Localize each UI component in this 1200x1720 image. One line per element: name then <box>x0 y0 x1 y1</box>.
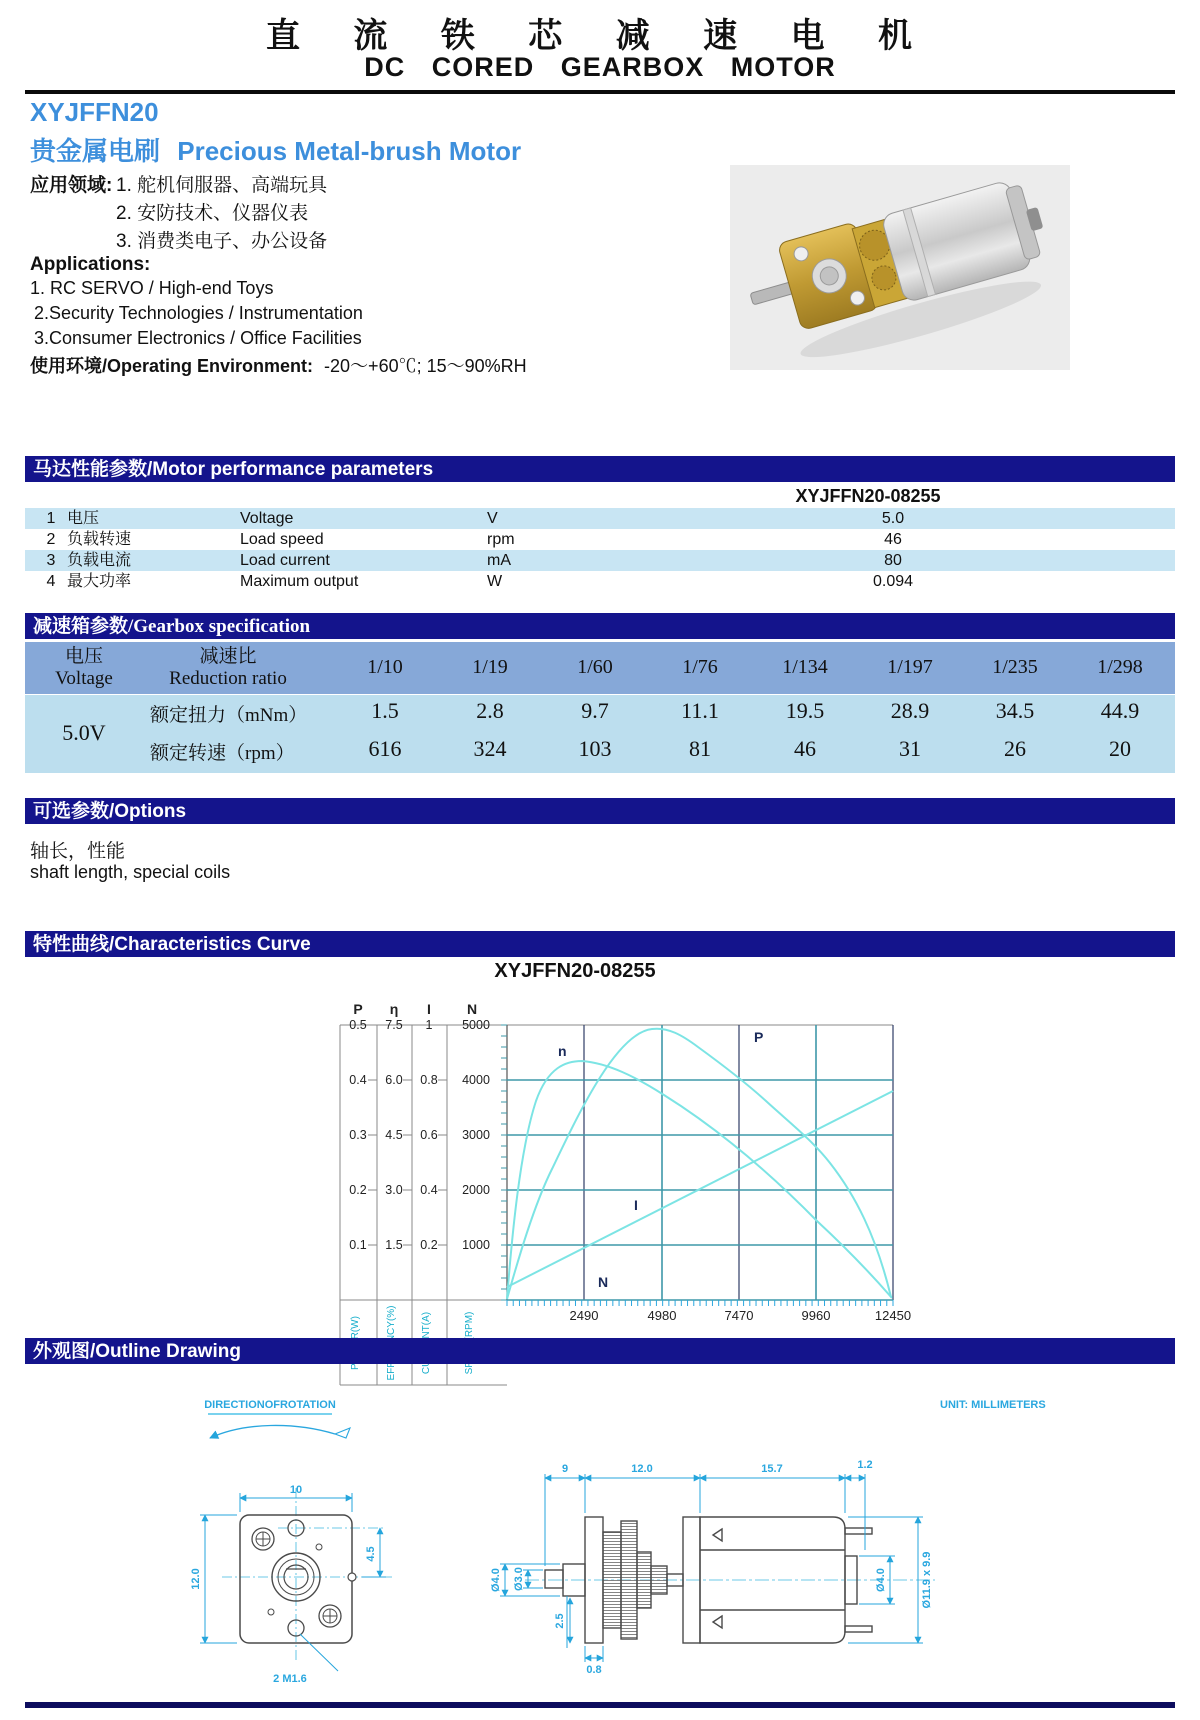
torque-value: 2.8 <box>476 698 504 723</box>
speed-value: 616 <box>368 736 402 761</box>
gearbox-voltage-value: 5.0V <box>62 720 106 745</box>
param-unit: W <box>487 573 503 590</box>
ratio-en: Reduction ratio <box>169 668 287 689</box>
terminal-pin-top <box>845 1528 872 1534</box>
param-unit: V <box>487 510 498 527</box>
applications-label-en: Applications: <box>30 254 151 275</box>
label-I: I <box>634 1197 638 1213</box>
param-cn: 负载电流 <box>67 552 132 569</box>
param-value: 0.094 <box>872 573 914 590</box>
speed-value: 81 <box>689 736 711 761</box>
table-row <box>25 571 1175 592</box>
options-line-cn: 轴长，性能 <box>30 841 126 862</box>
dim-gear-len: 12.0 <box>631 1463 653 1475</box>
i-tick: 1 <box>425 1018 433 1032</box>
front-dim-labels <box>190 1484 377 1685</box>
table-row <box>25 508 1175 529</box>
voltage-cn: 电压 <box>64 646 103 667</box>
i-tick: 0.4 <box>420 1183 438 1197</box>
rotation-label: DIRECTIONOFROTATION <box>204 1399 336 1411</box>
model-name: XYJFFN20 <box>30 97 159 127</box>
vent-mark-bottom <box>713 1616 722 1628</box>
p-tick: 0.2 <box>349 1183 367 1197</box>
ratio-cn: 减速比 <box>199 646 257 667</box>
torque-label: 额定扭力（mNm） <box>150 705 308 726</box>
p-tick: 0.4 <box>349 1073 367 1087</box>
table-row <box>25 529 1175 550</box>
x-tick: 7470 <box>724 1308 754 1323</box>
param-value: 5.0 <box>881 510 905 527</box>
dim-motor-len: 15.7 <box>761 1463 783 1475</box>
applications-label-cn: 应用领域: <box>30 175 113 196</box>
x-tick: 12450 <box>874 1308 912 1323</box>
speed-value: 31 <box>899 736 921 761</box>
dim-boss-dia: Ø4.0 <box>875 1568 887 1592</box>
p-tick: 0.5 <box>349 1018 367 1032</box>
ratio-col: 1/60 <box>577 656 613 678</box>
gear-1 <box>603 1532 621 1628</box>
gearbox-ratio-header <box>138 646 318 690</box>
screw-top-left <box>252 1528 274 1550</box>
row-num: 3 <box>46 552 56 569</box>
gearbox-voltage-header <box>34 646 134 690</box>
operating-environment-value: -20～+60℃; 15～90%RH <box>324 356 527 376</box>
n-tick: 3000 <box>462 1128 490 1142</box>
plot-grid <box>507 1025 893 1300</box>
model-subtitle-en: Precious Metal-brush Motor <box>177 136 522 166</box>
torque-value: 28.9 <box>890 698 930 723</box>
param-en: Load speed <box>240 531 324 548</box>
vent-mark-top <box>713 1529 722 1541</box>
label-n: n <box>558 1043 567 1059</box>
options-line-en: shaft length, special coils <box>30 862 231 882</box>
param-cn: 最大功率 <box>67 573 132 590</box>
gear-3 <box>637 1552 651 1608</box>
n-tick: 2000 <box>462 1183 490 1197</box>
unit-note: UNIT: MILLIMETERS <box>940 1399 1046 1411</box>
terminal-pin-bottom <box>845 1626 872 1632</box>
torque-value: 11.1 <box>681 698 719 723</box>
p-tick: 0.3 <box>349 1128 367 1142</box>
speed-value: 26 <box>1004 736 1026 761</box>
page-title-cn: 直 流 铁 芯 减 速 电 机 <box>265 17 935 55</box>
bottom-rule <box>25 1702 1175 1708</box>
chart-title: XYJFFN20-08255 <box>494 960 656 982</box>
front-view <box>190 1484 392 1685</box>
speed-value: 324 <box>473 736 507 761</box>
dim-plate-gap: 0.8 <box>586 1664 602 1676</box>
torque-value: 34.5 <box>995 698 1035 723</box>
dim-tip-dia: Ø3.0 <box>513 1567 525 1591</box>
label-P: P <box>754 1029 764 1045</box>
dim-shaft-len: 9 <box>561 1463 569 1475</box>
x-tick: 9960 <box>801 1308 831 1323</box>
screw-bottom-right <box>319 1605 341 1627</box>
application-cn-item: 3. 消费类电子、办公设备 <box>116 231 328 252</box>
model-subtitle <box>30 131 521 168</box>
speed-value: 20 <box>1109 736 1131 761</box>
x-axis-minor-ticks <box>507 1300 893 1306</box>
ratio-col: 1/19 <box>472 656 508 678</box>
n-tick: 5000 <box>462 1018 490 1032</box>
dim-shaft-dia: Ø4.0 <box>490 1568 502 1592</box>
i-tick: 0.8 <box>420 1073 438 1087</box>
front-dimensions <box>200 1493 386 1671</box>
pin-hole <box>316 1544 322 1550</box>
row-num: 1 <box>46 510 56 527</box>
n-tick: 1000 <box>462 1238 490 1252</box>
application-en-item: 1. RC SERVO / High-end Toys <box>30 278 274 298</box>
p-tick: 0.1 <box>349 1238 367 1252</box>
row-num: 4 <box>46 573 56 590</box>
torque-value: 44.9 <box>1100 698 1140 723</box>
eta-tick: 6.0 <box>385 1073 403 1087</box>
speed-value: 103 <box>578 736 612 761</box>
param-cn: 电压 <box>67 510 100 527</box>
section-header-options: 可选参数/Options <box>25 798 1175 824</box>
dim-shaft-offset: 2.5 <box>554 1613 566 1629</box>
ratio-col: 1/235 <box>992 656 1038 678</box>
scale-symbol-N: N <box>466 1001 478 1017</box>
eta-tick: 4.5 <box>385 1128 403 1142</box>
param-en: Load current <box>240 552 330 569</box>
application-cn-item: 2. 安防技术、仪器仪表 <box>116 203 309 224</box>
x-tick: 4980 <box>647 1308 677 1323</box>
section-header-curve: 特性曲线/Characteristics Curve <box>25 931 1175 957</box>
i-tick: 0.2 <box>420 1238 438 1252</box>
section-header-outline: 外观图/Outline Drawing <box>25 1338 1175 1364</box>
ratio-col: 1/298 <box>1097 656 1143 678</box>
param-en: Voltage <box>240 510 294 527</box>
ratio-col: 1/134 <box>782 656 828 678</box>
eta-tick: 3.0 <box>385 1183 403 1197</box>
application-cn-item: 1. 舵机伺服器、高端玩具 <box>116 175 328 196</box>
i-tick: 0.6 <box>420 1128 438 1142</box>
curve-labels <box>558 1029 763 1290</box>
outline-drawing <box>130 1390 1200 1710</box>
screw-note: 2 M1.6 <box>273 1673 307 1685</box>
dim-width: 10 <box>289 1484 303 1496</box>
row-num: 2 <box>46 531 56 548</box>
dim-height: 12.0 <box>190 1568 202 1590</box>
param-en: Maximum output <box>240 573 359 590</box>
ratio-col: 1/10 <box>367 656 403 678</box>
label-N: N <box>598 1274 609 1290</box>
param-value: 80 <box>884 552 902 569</box>
scale-symbol-eta: η <box>389 1001 399 1017</box>
x-tick: 2490 <box>569 1308 599 1323</box>
n-tick: 4000 <box>462 1073 490 1087</box>
scale-symbol-P: P <box>353 1001 363 1017</box>
section-header-gearbox: 减速箱参数/Gearbox specification <box>25 613 1175 639</box>
param-cn: 负载转速 <box>67 531 132 548</box>
torque-value: 9.7 <box>581 698 609 723</box>
ratio-col: 1/197 <box>887 656 933 678</box>
speed-value: 46 <box>794 736 816 761</box>
product-photo <box>730 165 1070 370</box>
torque-value: 1.5 <box>371 698 399 723</box>
rotation-arrow-icon <box>210 1425 350 1438</box>
ratio-col: 1/76 <box>682 656 718 678</box>
gear-4 <box>651 1566 667 1594</box>
section-header-performance: 马达性能参数/Motor performance parameters <box>25 456 1175 482</box>
dim-body-size: Ø11.9 x 9.9 <box>921 1551 933 1609</box>
perf-model-header: XYJFFN20-08255 <box>795 486 941 506</box>
voltage-en: Voltage <box>55 668 113 689</box>
table-row <box>25 550 1175 571</box>
shaft-tip <box>545 1570 563 1588</box>
scale-symbol-I: I <box>427 1001 431 1017</box>
application-en-item: 3.Consumer Electronics / Office Facilities <box>34 328 362 348</box>
pin-hole <box>268 1609 274 1615</box>
param-unit: mA <box>487 552 511 569</box>
eta-tick: 1.5 <box>385 1238 403 1252</box>
dim-terminal-len: 1.2 <box>857 1459 873 1471</box>
dim-hole-offset: 4.5 <box>365 1546 377 1562</box>
eta-tick: 7.5 <box>385 1018 403 1032</box>
side-view <box>490 1459 935 1676</box>
edge-notch <box>348 1573 356 1581</box>
speed-label: 额定转速（rpm） <box>150 743 295 764</box>
title-divider <box>25 90 1175 94</box>
efficiency-curve <box>507 1061 892 1299</box>
gear-2 <box>621 1521 637 1639</box>
curves <box>507 1029 893 1299</box>
page-title-en: DC CORED GEARBOX MOTOR <box>364 52 836 82</box>
application-en-item: 2.Security Technologies / Instrumentation <box>34 303 363 323</box>
x-tick-labels <box>570 1308 912 1323</box>
operating-environment-label: 使用环境/Operating Environment: <box>30 356 314 376</box>
model-subtitle-cn: 贵金属电刷 <box>30 136 161 166</box>
torque-value: 19.5 <box>785 698 825 723</box>
operating-environment <box>30 352 527 378</box>
param-value: 46 <box>884 531 902 548</box>
scale-symbols <box>353 1001 477 1017</box>
param-unit: rpm <box>487 531 515 548</box>
n-axis-minor-ticks <box>501 1025 507 1300</box>
